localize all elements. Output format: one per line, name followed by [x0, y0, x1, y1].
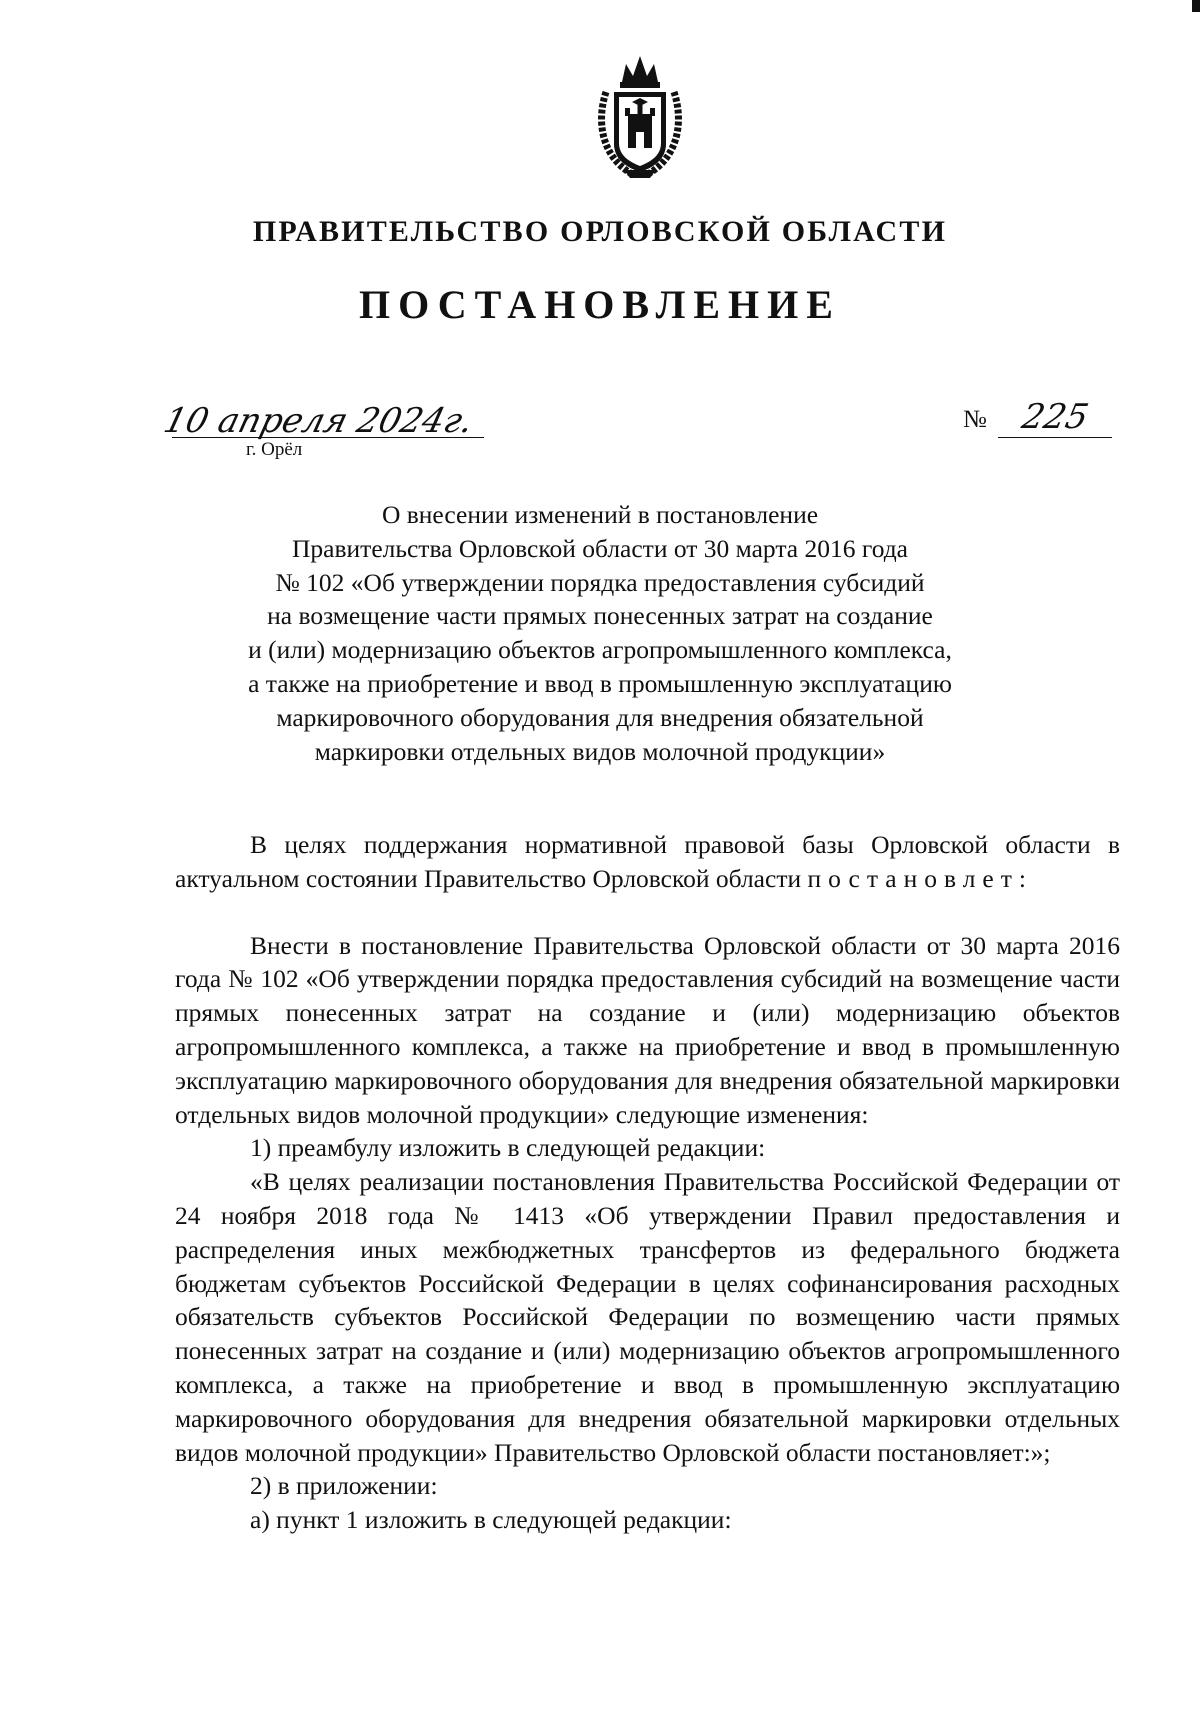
svg-text:225: 225 [1018, 397, 1092, 437]
document-type-title: ПОСТАНОВЛЕНИЕ [359, 282, 841, 327]
item-2a: а) пункт 1 изложить в следующей редакции: [250, 1505, 732, 1535]
preamble-paragraph [175, 828, 1120, 896]
document-body [175, 828, 1120, 1537]
subject-line: маркировки отдельных видов молочной продукции» [314, 736, 886, 766]
preamble-text: В целях поддержания нормативной правовой базы Орловской области в актуальном состоянии Правительство Орловской области [175, 830, 1120, 893]
number-label: № [963, 406, 987, 433]
city-label: г. Орёл [246, 439, 303, 460]
subject-line: маркировочного оборудования для внедрения обязательной [276, 702, 924, 732]
coat-of-arms-emblem [592, 52, 688, 180]
subject-line: Правительства Орловской области от 30 марта 2016 года [292, 533, 908, 563]
document-subject [200, 498, 1000, 768]
resolve-word: постановлет: [807, 863, 1033, 893]
item-2: 2) в приложении: [250, 1471, 438, 1501]
number-underline [998, 437, 1112, 438]
subject-line: О внесении изменений в постановление [381, 500, 819, 529]
handwritten-number [1000, 392, 1112, 440]
subject-line: на возмещение части прямых понесенных затрат на создание [267, 601, 933, 631]
date-underline [172, 437, 484, 438]
handwritten-date [160, 392, 490, 448]
svg-text:10 апреля 2024г.: 10 апреля 2024г. [160, 401, 478, 441]
intro-paragraph: Внести в постановление Правительства Орловской области от 30 марта 2016 года № 102 «Об утверждении порядка предоставления субсидий на возмещение части прямых понесенных затрат на создание и (или) модернизацию объектов агропромышленного комплекса, а также на приобретение и ввод в промышленную эксплуатацию маркировочного оборудования для внедрения обязательной маркировки отдельных видов молочной продукции» следующие изменения: [175, 930, 1120, 1129]
quoted-preamble: «В целях реализации постановления Правительства Российской Федерации от 24 ноября 2018 года № 1413 «Об утверждении Правил предоставления и распределения иных межбюджетных трансфертов из федерального бюджета бюджетам субъектов Российской Федерации в целях софинансирования расходных обязательств субъектов Российской Федерации по возмещению части прямых понесенных затрат на создание и (или) модернизацию объектов агропромышленного комплекса, а также на приобретение и ввод в промышленную эксплуатацию маркировочного оборудования для внедрения обязательной маркировки отдельных видов молочной продукции» Правительство Орловской области постановляет:»; [175, 1167, 1120, 1467]
scan-corner-mark [1192, 0, 1200, 12]
subject-line: и (или) модернизацию объектов агропромышленного комплекса, [248, 635, 952, 665]
government-title: ПРАВИТЕЛЬСТВО ОРЛОВСКОЙ ОБЛАСТИ [252, 215, 948, 248]
item-1: 1) преамбулу изложить в следующей редакции: [250, 1133, 766, 1163]
subject-line: № 102 «Об утверждении порядка предоставления субсидий [275, 567, 925, 597]
subject-line: а также на приобретение и ввод в промышленную эксплуатацию [248, 668, 952, 698]
